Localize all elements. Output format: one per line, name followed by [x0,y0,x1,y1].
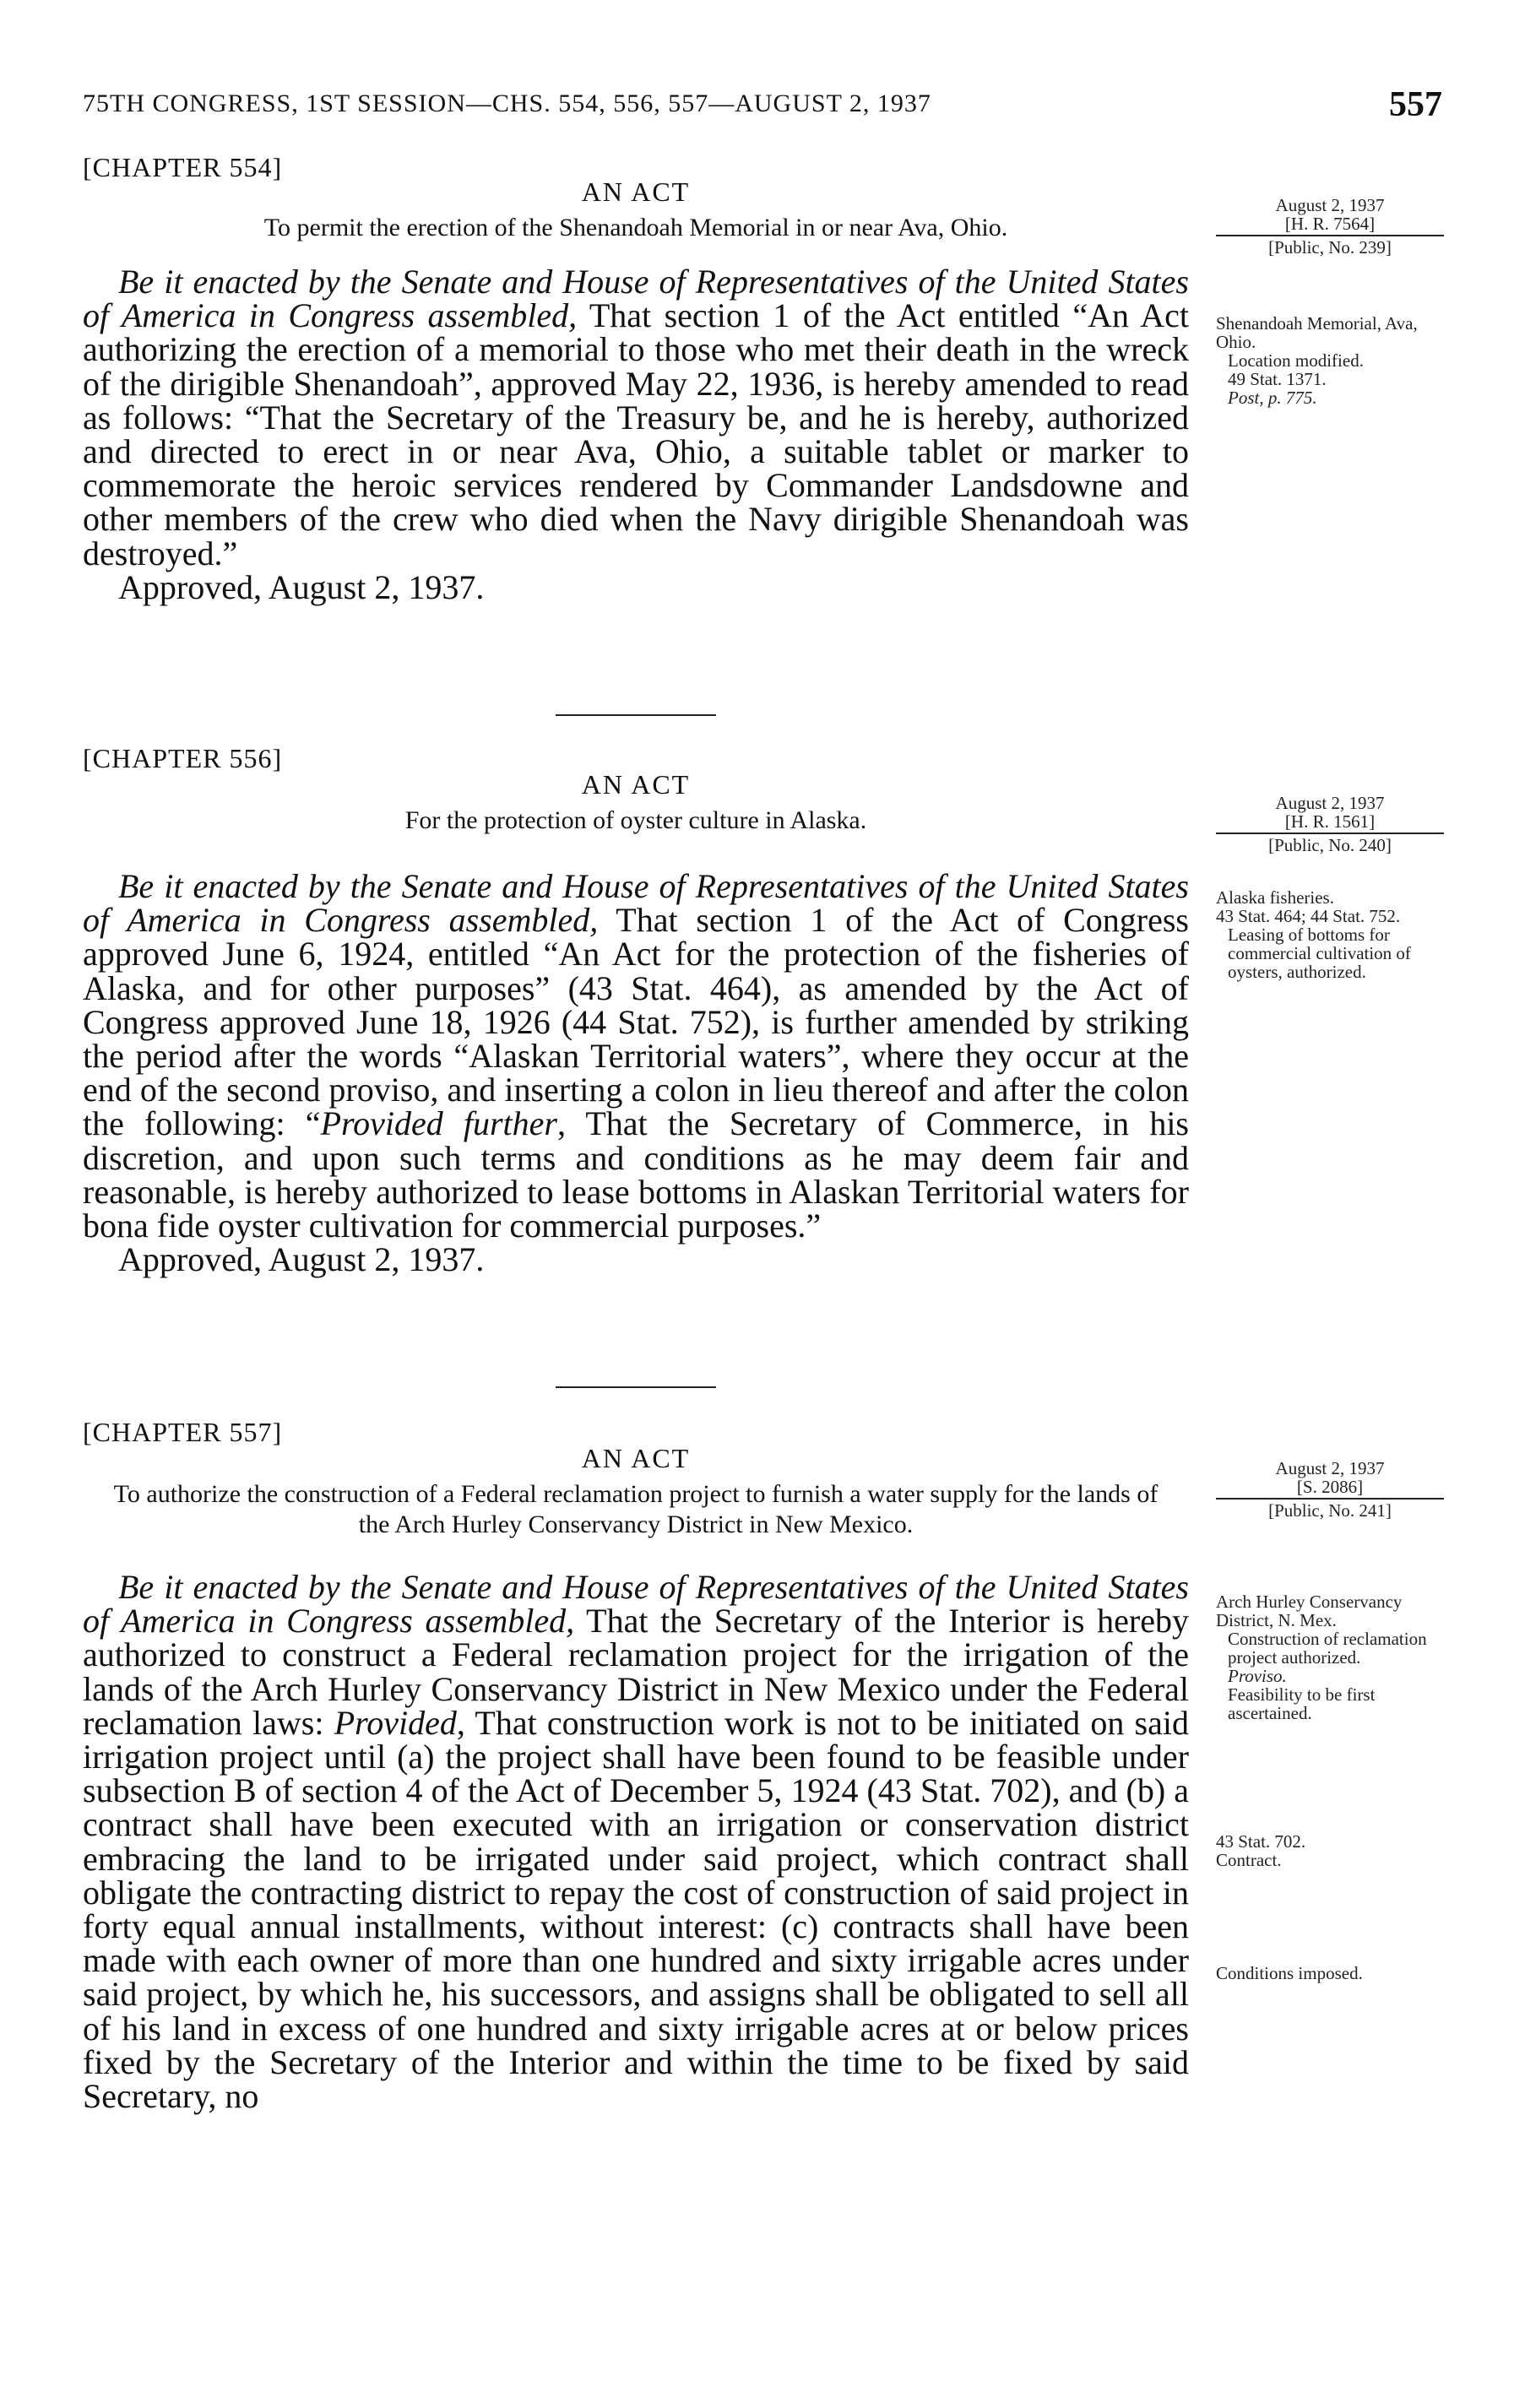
body-text: , That construction work is not to be initiated on said irrigation project until (a) the project shall have been found to be feasible under subsection B of section 4 of the Act of December 5, 1924 (43 Stat. 702), and (b) a contract shall have been executed with an irrigation or conservation district embracing the land to be irrigated under said project, which contract shall obligate the contracting district to repay the cost of construction of said project in forty equal annual installments, without interest: (c) contracts shall have been made with each owner of more than one hundred and sixty irrigable acres under said project, by which he, his successors, and assigns shall be obligated to sell all of his land in excess of one hundred and sixty irrigable acres at or below prices fixed by the Secretary of the Interior and within the time to be fixed by said Secretary, no [83,1703,1189,2116]
bill-number: [S. 2086] [1216,1478,1444,1500]
act-purpose: To authorize the construction of a Federal reclamation project to furnish a water supply for the lands of the Arch Hurley Conservancy District in New Mexico. [113,1480,1159,1538]
chapter-557 [83,1417,1189,2116]
side-note: 43 Stat. 702. [1216,1831,1306,1852]
side-note: 43 Stat. 464; 44 Stat. 752. [1216,906,1401,926]
chapter-label: [CHAPTER 557] [83,1417,283,1447]
section-divider [556,714,716,716]
act-title: AN ACT [581,176,691,207]
body-text: That the Secretary of the Interior is hereby authorized to construct a Federal reclamation project for the irrigation of the lands of the Arch Hurley Conservancy District in New Mexico under the Federal reclamation laws: [83,1602,1189,1742]
bill-number: [H. R. 7564] [1216,214,1444,236]
body-text: , That the Secretary of Commerce, in his discretion, and upon such terms and conditions as he may deem fair and reasonable, is hereby authorized to lease bottoms in Alaskan Territorial waters for bona fide oyster cultivation for commercial purposes.” [83,1104,1189,1245]
act-purpose: For the protection of oyster culture in Alaska. [404,806,867,834]
act-title: AN ACT [581,1443,691,1473]
margin-header-557 [1216,1459,1444,1520]
side-notes-557-c [1216,1964,1444,1982]
public-law-number: [Public, No. 240] [1268,835,1392,855]
enacting-clause: Be it enacted by the Senate and House of Representatives of the United States of America in Congress assembled, [83,1568,1189,1641]
enactment-date: August 2, 1937 [1275,793,1385,813]
body-text: That section 1 of the Act entitled “An Act authorizing the erection of a memorial to those who met their death in the wreck of the dirigible Shenandoah”, approved May 22, 1936, is hereby amended to read as follows: “That the Secretary of the Treasury be, and he is hereby, authorized and directed to erect in or near Ava, Ohio, a suitable tablet or marker to commemorate the heroic services rendered by Commander Landsdowne and other members of the crew who died when the Navy dirigible Shenandoah was destroyed.” [83,296,1189,572]
public-law-number: [Public, No. 241] [1268,1500,1392,1521]
side-note: Leasing of bottoms for commercial cultivation of oysters, authorized. [1228,925,1411,982]
margin-header-554 [1216,196,1444,257]
side-note: Proviso. [1228,1666,1287,1686]
page-number: 557 [1389,85,1442,124]
side-note: Arch Hurley Conservancy District, N. Mex. [1216,1592,1403,1630]
section-divider [556,1386,716,1388]
side-notes-556 [1216,888,1444,981]
side-note: Conditions imposed. [1216,1963,1363,1983]
side-note: Alaska fisheries. [1216,887,1334,908]
side-note: 49 Stat. 1371. [1228,369,1327,389]
side-note: Location modified. [1228,350,1364,371]
enacting-clause: Be it enacted by the Senate and House of Representatives of the United States of America in Congress assembled, [83,263,1189,335]
proviso-word: Provided [334,1703,457,1742]
chapter-label: [CHAPTER 556] [83,743,283,773]
side-note: Feasibility to be first ascertained. [1228,1684,1376,1723]
side-note: Shenandoah Memorial, Ava, Ohio. [1216,313,1418,352]
enactment-date: August 2, 1937 [1275,195,1385,215]
act-title: AN ACT [581,769,691,800]
running-head-text: 75TH CONGRESS, 1ST SESSION—CHS. 554, 556, 557—AUGUST 2, 1937 [83,89,931,117]
running-head [83,84,1442,127]
side-note: Construction of reclamation project authorized. [1228,1629,1427,1668]
public-law-number: [Public, No. 239] [1268,237,1392,258]
bill-number: [H. R. 1561] [1216,812,1444,834]
side-notes-557-b [1216,1832,1444,1869]
approved-date: Approved, August 2, 1937. [118,1240,485,1279]
act-body [83,1568,1189,2116]
chapter-556 [83,743,1189,1277]
side-notes-557 [1216,1592,1444,1722]
body-text: That section 1 of the Act of Congress approved June 6, 1924, entitled “An Act for the protection of the fisheries of Alaska, and for other purposes” (43 Stat. 464), as amended by the Act of Congress approved June 18, 1926 (44 Stat. 752), is further amended by striking the period after the words “Alaskan Territorial waters”, where they occur at the end of the second proviso, and inserting a colon in lieu thereof and after the colon the following: “ [83,901,1189,1143]
act-body [83,867,1189,1245]
proviso-word: Provided further [320,1104,557,1143]
margin-header-556 [1216,794,1444,854]
enactment-date: August 2, 1937 [1275,1458,1385,1478]
side-note: Contract. [1216,1850,1282,1870]
act-body [83,265,1189,571]
side-notes-554 [1216,314,1444,407]
enacting-clause: Be it enacted by the Senate and House of Representatives of the United States of America in Congress assembled, [83,867,1189,940]
chapter-label: [CHAPTER 554] [83,152,283,182]
side-note: Post, p. 775. [1228,388,1317,408]
approved-date: Approved, August 2, 1937. [118,567,485,606]
act-purpose: To permit the erection of the Shenandoah Memorial in or near Ava, Ohio. [263,214,1008,241]
chapter-554 [83,152,1189,605]
